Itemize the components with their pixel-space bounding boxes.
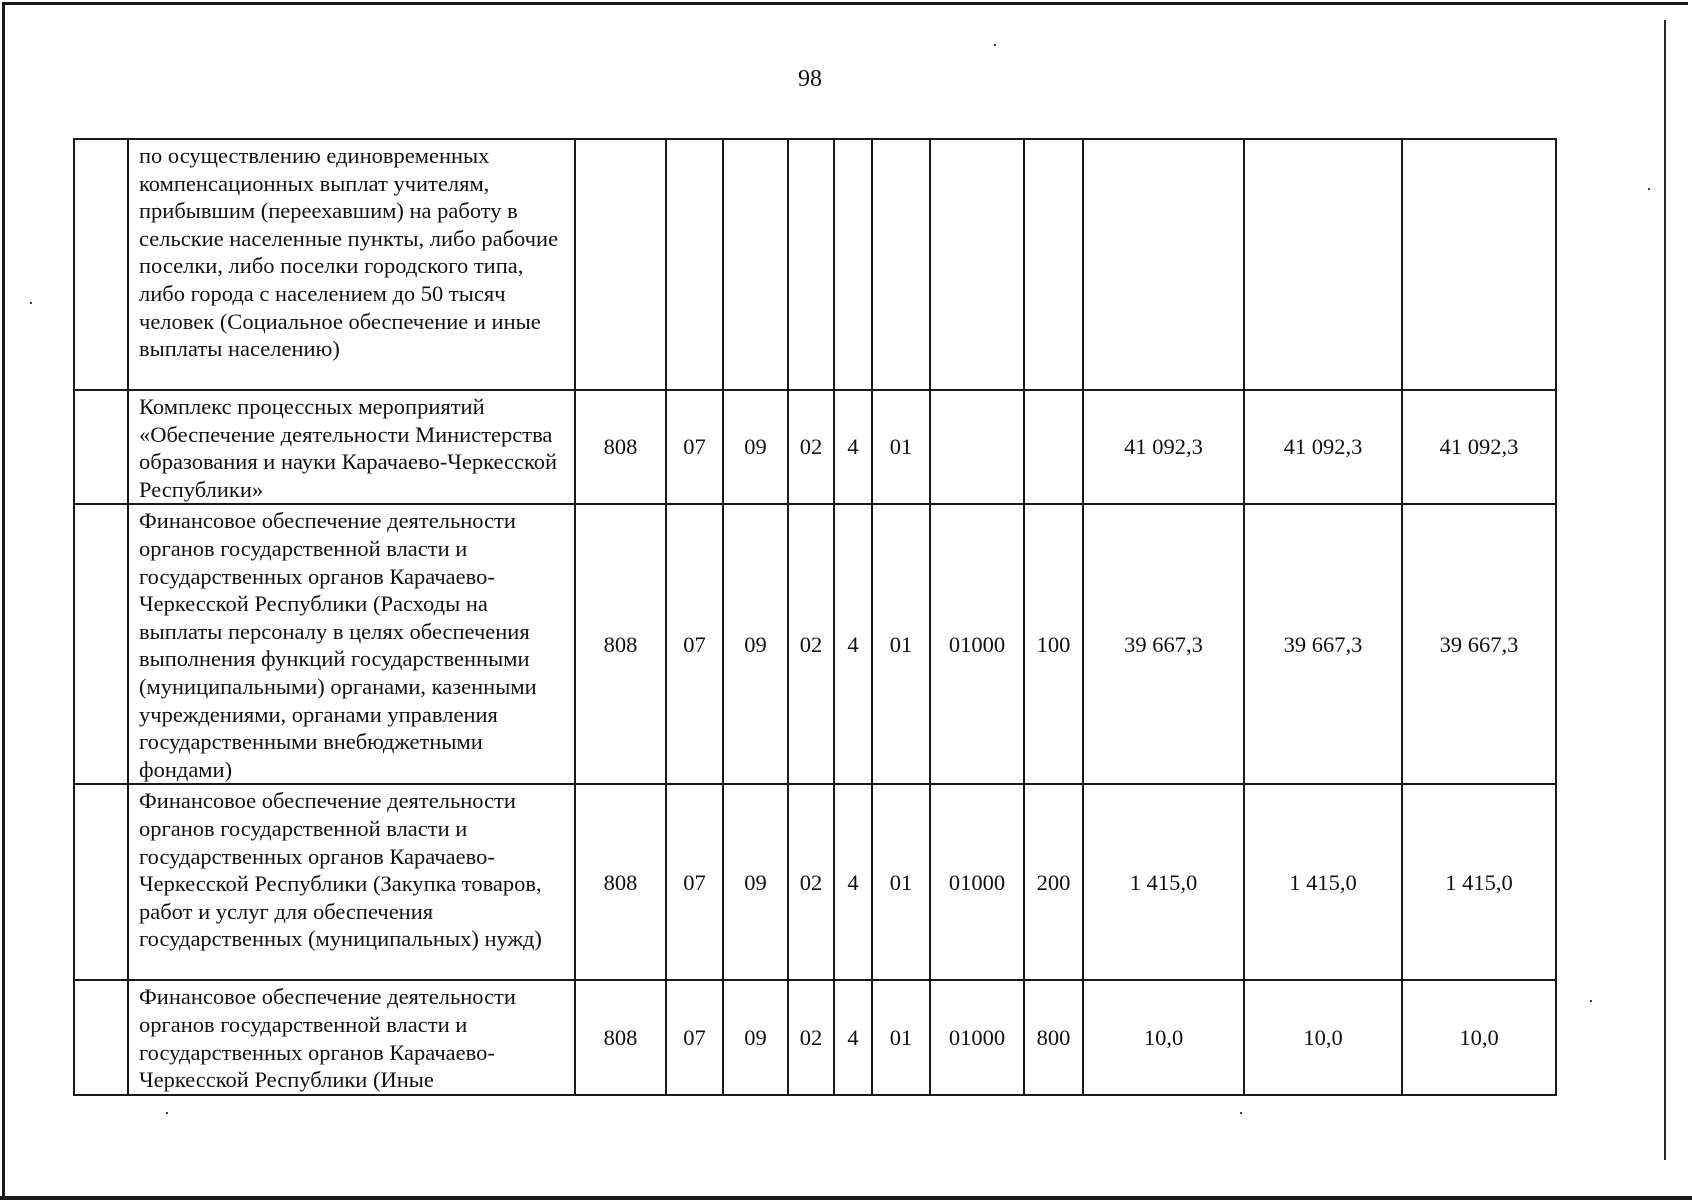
table-row: [74, 504, 1556, 784]
code-type: 4: [834, 504, 872, 784]
scan-speck: [994, 44, 996, 46]
amount-year-2: 41 092,3: [1244, 390, 1402, 504]
row-name: Комплекс процессных мероприятий «Обеспечение деятельности Министерства образования и науки Карачаево-Черкесской Республики»: [128, 390, 575, 504]
amount-year-3: 1 415,0: [1402, 784, 1556, 980]
scan-speck: [1648, 188, 1650, 190]
table-row: [74, 784, 1556, 980]
code-subsection: [723, 139, 788, 390]
amount-year-1: 39 667,3: [1083, 504, 1244, 784]
code-expense-type: [1024, 390, 1083, 504]
scan-speck: [30, 302, 32, 304]
code-direction: 01000: [930, 504, 1024, 784]
code-program: 02: [788, 980, 834, 1094]
code-type: 4: [834, 980, 872, 1094]
row-index-cell: [74, 980, 128, 1094]
row-index-cell: [74, 139, 128, 390]
scan-edge-right: [1664, 20, 1666, 1160]
table-row: [74, 139, 1556, 390]
code-section: 07: [666, 980, 723, 1094]
code-subsection: 09: [723, 504, 788, 784]
code-subsection: 09: [723, 390, 788, 504]
code-program: 02: [788, 390, 834, 504]
code-section: 07: [666, 504, 723, 784]
code-program: 02: [788, 504, 834, 784]
code-ministry: 808: [575, 504, 666, 784]
code-direction: [930, 390, 1024, 504]
amount-year-2: [1244, 139, 1402, 390]
row-name: Финансовое обеспечение деятельности органов государственной власти и государственных органов Карачаево-Черкесской Республики (Закупка товаров, работ и услуг для обеспечения государственных (муниципальных) нужд): [128, 784, 575, 980]
code-ministry: 808: [575, 980, 666, 1094]
code-expense-type: 100: [1024, 504, 1083, 784]
code-structure: 01: [872, 784, 930, 980]
code-section: 07: [666, 390, 723, 504]
code-structure: [872, 139, 930, 390]
code-ministry: 808: [575, 390, 666, 504]
row-index-cell: [74, 504, 128, 784]
row-index-cell: [74, 390, 128, 504]
code-direction: [930, 139, 1024, 390]
amount-year-1: 10,0: [1083, 980, 1244, 1094]
code-expense-type: 200: [1024, 784, 1083, 980]
code-subsection: 09: [723, 784, 788, 980]
code-type: 4: [834, 390, 872, 504]
page-number: 98: [798, 66, 822, 92]
scan-edge-bottom: [0, 1196, 1692, 1200]
row-index-cell: [74, 784, 128, 980]
code-type: 4: [834, 784, 872, 980]
row-name: Финансовое обеспечение деятельности органов государственной власти и государственных органов Карачаево-Черкесской Республики (Расходы на выплаты персоналу в целях обеспечения выполнения функций государственными (муниципальными) органами, казенными учреждениями, органами управления государственными внебюджетными фондами): [128, 504, 575, 784]
amount-year-2: 39 667,3: [1244, 504, 1402, 784]
amount-year-2: 1 415,0: [1244, 784, 1402, 980]
code-section: 07: [666, 784, 723, 980]
amount-year-1: [1083, 139, 1244, 390]
amount-year-3: 41 092,3: [1402, 390, 1556, 504]
code-section: [666, 139, 723, 390]
amount-year-3: 10,0: [1402, 980, 1556, 1094]
code-expense-type: 800: [1024, 980, 1083, 1094]
table-row: [74, 390, 1556, 504]
amount-year-2: 10,0: [1244, 980, 1402, 1094]
code-expense-type: [1024, 139, 1083, 390]
scan-speck: [1590, 1000, 1592, 1002]
code-structure: 01: [872, 390, 930, 504]
table-row: [74, 980, 1556, 1094]
scan-speck: [1240, 1112, 1242, 1114]
code-direction: 01000: [930, 784, 1024, 980]
code-subsection: 09: [723, 980, 788, 1094]
code-structure: 01: [872, 504, 930, 784]
amount-year-3: 39 667,3: [1402, 504, 1556, 784]
code-program: [788, 139, 834, 390]
code-type: [834, 139, 872, 390]
code-ministry: [575, 139, 666, 390]
code-program: 02: [788, 784, 834, 980]
row-name: Финансовое обеспечение деятельности органов государственной власти и государственных органов Карачаево-Черкесской Республики (Иные: [128, 980, 575, 1094]
code-structure: 01: [872, 980, 930, 1094]
amount-year-1: 1 415,0: [1083, 784, 1244, 980]
amount-year-3: [1402, 139, 1556, 390]
code-ministry: 808: [575, 784, 666, 980]
code-direction: 01000: [930, 980, 1024, 1094]
amount-year-1: 41 092,3: [1083, 390, 1244, 504]
budget-table: [73, 138, 1557, 1096]
row-name: по осуществлению единовременных компенсационных выплат учителям, прибывшим (переехавшим) на работу в сельские населенные пункты, либо рабочие поселки, либо поселки городского типа, либо города с населением до 50 тысяч человек (Социальное обеспечение и иные выплаты населению): [128, 139, 575, 390]
scan-speck: [166, 1112, 168, 1114]
